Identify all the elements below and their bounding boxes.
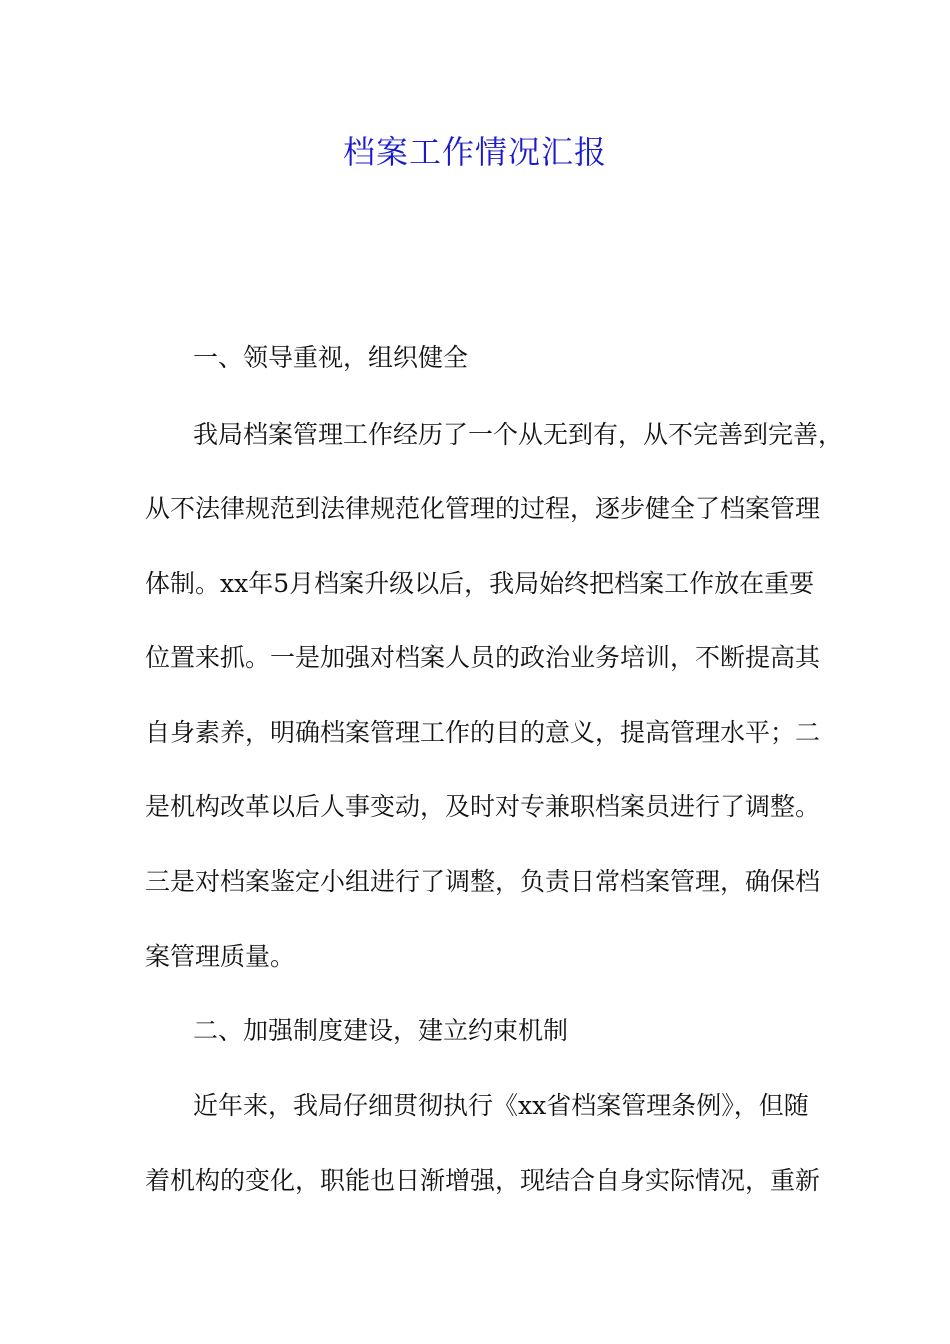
document-title: 档案工作情况汇报 — [342, 133, 607, 171]
section-heading-2: 二、加强制度建设，建立约束机制 — [193, 1016, 569, 1045]
paragraph-line: 着机构的变化，职能也日渐增强，现结合自身实际情况，重新 — [145, 1166, 821, 1195]
section-heading-1: 一、领导重视，组织健全 — [193, 343, 469, 372]
paragraph-line: 近年来，我局仔细贯彻执行《xx省档案管理条例》，但随 — [193, 1091, 809, 1120]
paragraph-line: 案管理质量。 — [145, 942, 296, 971]
paragraph-line: 是机构改革以后人事变动，及时对专兼职档案员进行了调整。 — [145, 792, 821, 821]
paragraph-line: 位置来抓。一是加强对档案人员的政治业务培训，不断提高其 — [145, 643, 821, 672]
paragraph-line: 体制。xx年5月档案升级以后，我局始终把档案工作放在重要 — [145, 569, 815, 598]
paragraph-line: 从不法律规范到法律规范化管理的过程，逐步健全了档案管理 — [145, 494, 821, 523]
paragraph-line: 我局档案管理工作经历了一个从无到有，从不完善到完善， — [193, 420, 844, 449]
paragraph-line: 自身素养，明确档案管理工作的目的意义，提高管理水平；二 — [145, 718, 821, 747]
paragraph-line: 三是对档案鉴定小组进行了调整，负责日常档案管理，确保档 — [145, 867, 821, 896]
